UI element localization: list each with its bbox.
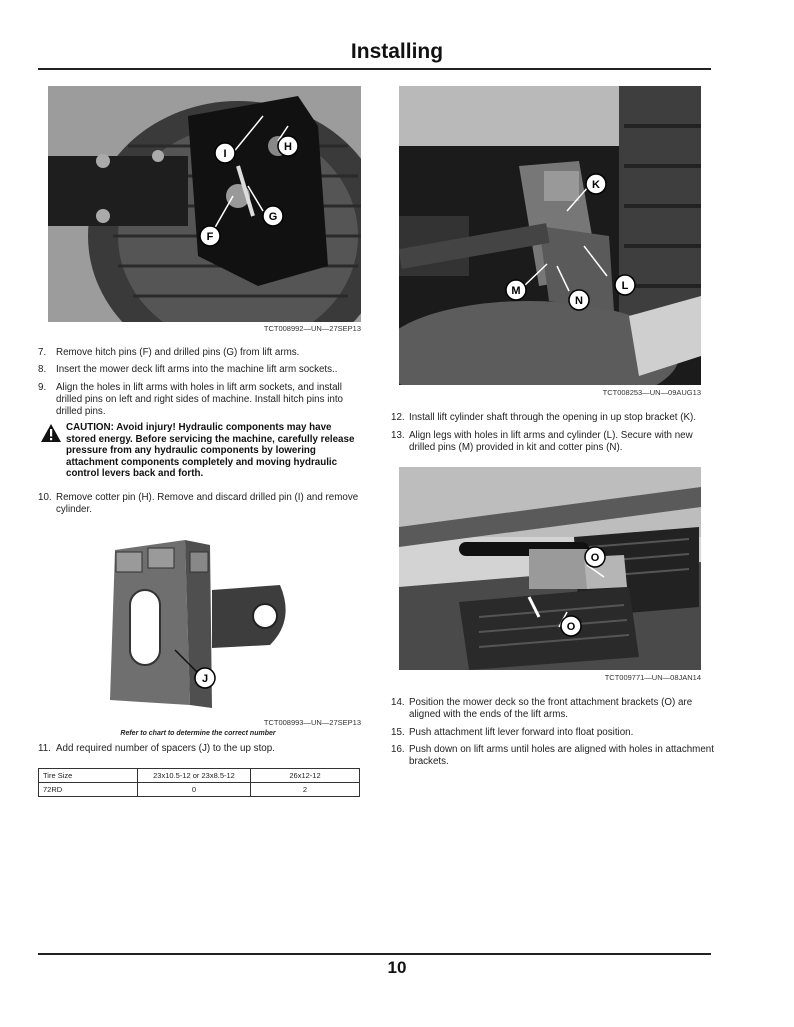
table-header-row xyxy=(39,769,360,783)
page-number: 10 xyxy=(387,958,407,977)
callout-n: N xyxy=(575,295,583,307)
step-number: 13. xyxy=(391,430,405,441)
step-number: 14. xyxy=(391,697,405,708)
figure-lift-cylinder xyxy=(399,86,701,385)
caution-text: CAUTION: Avoid injury! Hydraulic components may have stored energy. Before servicing the machine, carefully release pressure from any hydraulic components by lowering attachment components completely and moving hydraulic control levers back and forth. xyxy=(66,422,355,479)
step-number: 12. xyxy=(391,412,405,423)
step-number: 9. xyxy=(38,382,47,393)
chart-reference-note: Refer to chart to determine the correct number xyxy=(120,730,276,737)
step-text: Align the holes in lift arms with holes in lift arm sockets, and install drilled pins on left and right sides of machine. Install hitch pins into drilled pins. xyxy=(56,382,343,417)
figure-caption: TCT008993—UN—27SEP13 xyxy=(263,718,361,727)
step-item xyxy=(391,430,716,454)
step-number: 16. xyxy=(391,744,405,755)
step-text: Push attachment lift lever forward into float position. xyxy=(409,727,634,738)
step-text: Position the mower deck so the front attachment brackets (O) are aligned with the ends of the lift arms. xyxy=(409,697,693,720)
step-item xyxy=(38,743,363,755)
step-text: Insert the mower deck lift arms into the machine lift arm sockets.. xyxy=(56,364,338,375)
table-cell: 2 xyxy=(251,783,360,797)
step-text: Install lift cylinder shaft through the opening in up stop bracket (K). xyxy=(409,412,696,423)
step-text: Align legs with holes in lift arms and cylinder (L). Secure with new drilled pins (M) provided in kit and cotter pins (N). xyxy=(409,430,693,453)
step-number: 15. xyxy=(391,727,405,738)
callout-k: K xyxy=(592,179,600,191)
figure-caption: TCT008253—UN—09AUG13 xyxy=(602,388,701,397)
step-item xyxy=(391,744,716,768)
callout-o: O xyxy=(566,621,576,633)
table-header-cell: 23x10.5-12 or 23x8.5-12 xyxy=(138,769,251,783)
figure-attachment-brackets xyxy=(399,467,701,670)
figure-lift-arm-pins xyxy=(48,86,361,322)
callout-h: H xyxy=(284,141,292,153)
callout-m: M xyxy=(511,285,521,297)
warning-triangle-icon xyxy=(40,423,62,443)
step-text: Remove hitch pins (F) and drilled pins (G) from lift arms. xyxy=(56,347,300,358)
callout-i: I xyxy=(223,148,227,160)
step-item xyxy=(391,412,716,424)
figure-caption: TCT009771—UN—08JAN14 xyxy=(604,673,701,682)
callout-j: J xyxy=(201,673,209,685)
step-text: Remove cotter pin (H). Remove and discard drilled pin (I) and remove cylinder. xyxy=(56,492,359,515)
callout-f: F xyxy=(206,231,214,243)
step-number: 11. xyxy=(38,743,51,754)
step-item xyxy=(38,347,363,359)
step-number: 10. xyxy=(38,492,52,503)
table-header-cell: Tire Size xyxy=(39,769,138,783)
table-cell: 0 xyxy=(138,783,251,797)
callout-o: O xyxy=(590,552,600,564)
table-row xyxy=(39,783,360,797)
spacer-table xyxy=(38,768,360,797)
callout-l: L xyxy=(621,280,629,292)
footer-rule xyxy=(38,953,711,955)
step-item xyxy=(391,727,716,739)
table-cell: 72RD xyxy=(39,783,138,797)
step-text: Add required number of spacers (J) to the up stop. xyxy=(56,743,275,754)
step-number: 8. xyxy=(38,364,47,375)
step-item xyxy=(38,364,363,376)
step-item xyxy=(391,697,716,721)
step-item xyxy=(38,492,363,516)
page-title: Installing xyxy=(350,40,444,63)
table-header-cell: 26x12-12 xyxy=(251,769,360,783)
step-text: Push down on lift arms until holes are aligned with holes in attachment brackets. xyxy=(409,744,714,767)
header-rule xyxy=(38,68,711,70)
step-number: 7. xyxy=(38,347,47,358)
callout-g: G xyxy=(268,211,278,223)
figure-spacer-bracket xyxy=(90,530,305,715)
figure-caption: TCT008992—UN—27SEP13 xyxy=(263,324,361,333)
step-item xyxy=(38,382,363,418)
